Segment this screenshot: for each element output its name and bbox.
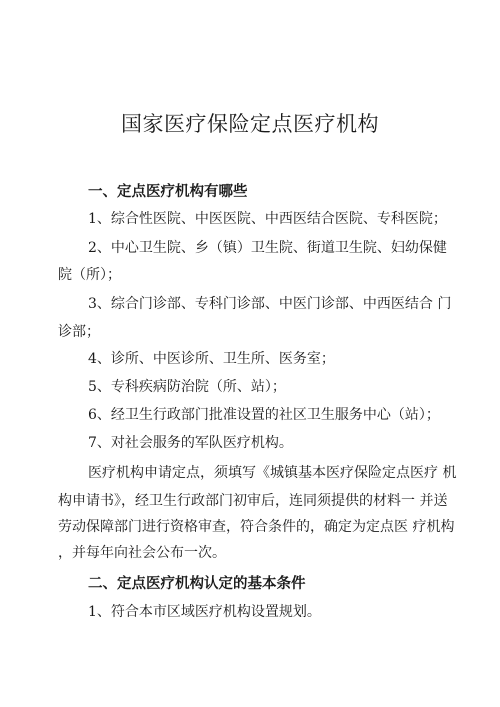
- list-item: 1、符合本市区域医疗机构设置规划。: [88, 604, 321, 620]
- section-heading-2: 二、定点医疗机构认定的基本条件: [88, 576, 306, 592]
- list-item-continuation: 诊部；: [58, 324, 100, 340]
- section-heading-1: 一、定点医疗机构有哪些: [88, 184, 248, 200]
- list-item: 5、专科疾病防治院（所、站）；: [88, 379, 286, 395]
- list-item: 3、综合门诊部、专科门诊部、中医门诊部、中西医结合 门: [88, 296, 452, 312]
- paragraph-line: 构申请书》，经卫生行政部门初审后，连同须提供的材料一 并送: [58, 493, 448, 509]
- list-item: 2、中心卫生院、乡（镇）卫生院、街道卫生院、妇幼保健: [88, 240, 447, 256]
- paragraph-line: 劳动保障部门进行资格审查，符合条件的，确定为定点医 疗机构: [58, 519, 455, 535]
- paragraph-line: 医疗机构申请定点，须填写《城镇基本医疗保险定点医疗 机: [88, 465, 457, 481]
- paragraph-line: ，并每年向社会公布一次。: [58, 545, 226, 561]
- list-item: 6、经卫生行政部门批准设置的社区卫生服务中心（站）；: [88, 407, 440, 423]
- document-title: 国家医疗保险定点医疗机构: [121, 112, 379, 136]
- list-item: 4、诊所、中医诊所、卫生所、医务室；: [88, 351, 335, 367]
- list-item: 1、综合性医院、中医医院、中西医结合医院、专科医院；: [88, 211, 447, 227]
- list-item: 7、对社会服务的军队医疗机构。: [88, 435, 293, 451]
- list-item-continuation: 院（所）；: [58, 267, 121, 283]
